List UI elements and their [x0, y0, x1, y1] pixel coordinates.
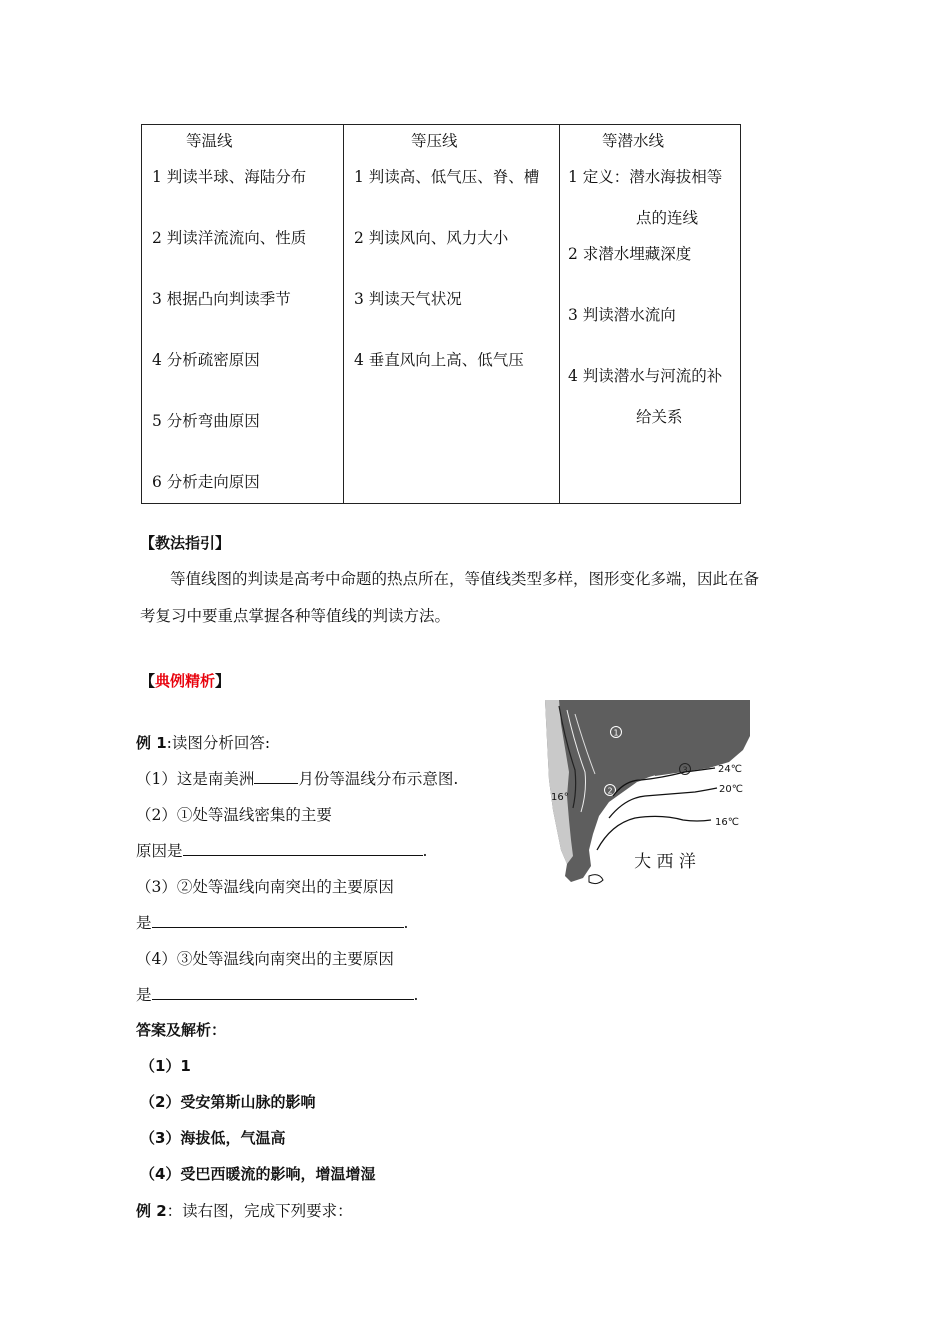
list-item: 1 判读高、低气压、脊、槽 [354, 168, 540, 186]
list-item: 6 分析走向原因 [152, 473, 260, 491]
examples-title-text: 典例精析 [155, 672, 216, 690]
list-item: 4 垂直风向上高、低气压 [354, 351, 524, 369]
example-2-heading: 例 2：读右图，完成下列要求： [136, 1202, 353, 1220]
example-1-heading: 例 1:读图分析回答: [136, 734, 271, 752]
list-item: 3 根据凸向判读季节 [152, 290, 291, 308]
list-item: 1 定义：潜水海拔相等 [568, 168, 723, 186]
list-item: 4 判读潜水与河流的补 [568, 367, 723, 385]
answer-blank[interactable] [254, 769, 298, 784]
answer-item: （2）受安第斯山脉的影响 [140, 1093, 316, 1111]
marker-label: 3 [682, 765, 688, 775]
question-4-line-1: （4）③处等温线向南突出的主要原因 [136, 950, 394, 968]
answer-item: （1）1 [140, 1057, 191, 1075]
question-4-line-2: 是 . [136, 986, 419, 1004]
example-2-label: 例 2 [136, 1202, 167, 1220]
ocean-label: 大 西 洋 [634, 852, 696, 872]
question-2-line-1: （2）①处等温线密集的主要 [136, 806, 332, 824]
column-isobar [344, 125, 560, 504]
list-item: 4 分析疏密原因 [152, 351, 260, 369]
answer-blank[interactable] [152, 985, 414, 1000]
answer-blank[interactable] [152, 913, 404, 928]
question-3-line-2: 是 . [136, 914, 409, 932]
marker-label: 2 [607, 786, 613, 796]
table-header: 等压线 [411, 132, 458, 150]
iso-label-24: 24℃ [718, 764, 742, 775]
list-item: 3 判读天气状况 [354, 290, 462, 308]
column-water-table [560, 125, 741, 504]
iso-label-20: 20℃ [719, 784, 743, 795]
answer-blank[interactable] [183, 841, 423, 856]
answer-item: （4）受巴西暖流的影响，增温增湿 [140, 1165, 376, 1183]
answer-title: 答案及解析： [136, 1021, 227, 1039]
guide-title: 【教法指引】 [140, 534, 231, 552]
south-america-isotherm-map [545, 700, 750, 886]
list-item: 5 分析弯曲原因 [152, 412, 260, 430]
examples-title: 【典例精析】 [140, 672, 231, 690]
isoline-comparison-table [141, 124, 741, 504]
list-item: 2 判读风向、风力大小 [354, 229, 509, 247]
list-item: 2 判读洋流流向、性质 [152, 229, 307, 247]
isotherm-20 [609, 788, 717, 818]
list-item: 1 判读半球、海陆分布 [152, 168, 307, 186]
list-item: 给关系 [636, 408, 683, 426]
list-item: 点的连线 [636, 209, 699, 227]
list-item: 3 判读潜水流向 [568, 306, 676, 324]
latitude-label: 16° [551, 792, 569, 803]
list-item: 2 求潜水埋藏深度 [568, 245, 692, 263]
table-header: 等潜水线 [602, 132, 665, 150]
guide-paragraph-line: 考复习中要重点掌握各种等值线的判读方法。 [140, 607, 451, 625]
question-3-line-1: （3）②处等温线向南突出的主要原因 [136, 878, 394, 896]
column-isotherm [142, 125, 344, 504]
question-2-line-2: 原因是 . [136, 842, 428, 860]
question-1: （1）这是南美洲 月份等温线分布示意图. [136, 770, 459, 788]
isotherm-16 [597, 816, 711, 850]
answer-item: （3）海拔低，气温高 [140, 1129, 286, 1147]
guide-paragraph-line: 等值线图的判读是高考中命题的热点所在，等值线类型多样，图形变化多端，因此在备 [170, 570, 760, 588]
example-1-label: 例 1 [136, 734, 167, 752]
marker-label: 1 [613, 728, 619, 738]
iso-label-16: 16℃ [715, 817, 739, 828]
table-header: 等温线 [186, 132, 233, 150]
